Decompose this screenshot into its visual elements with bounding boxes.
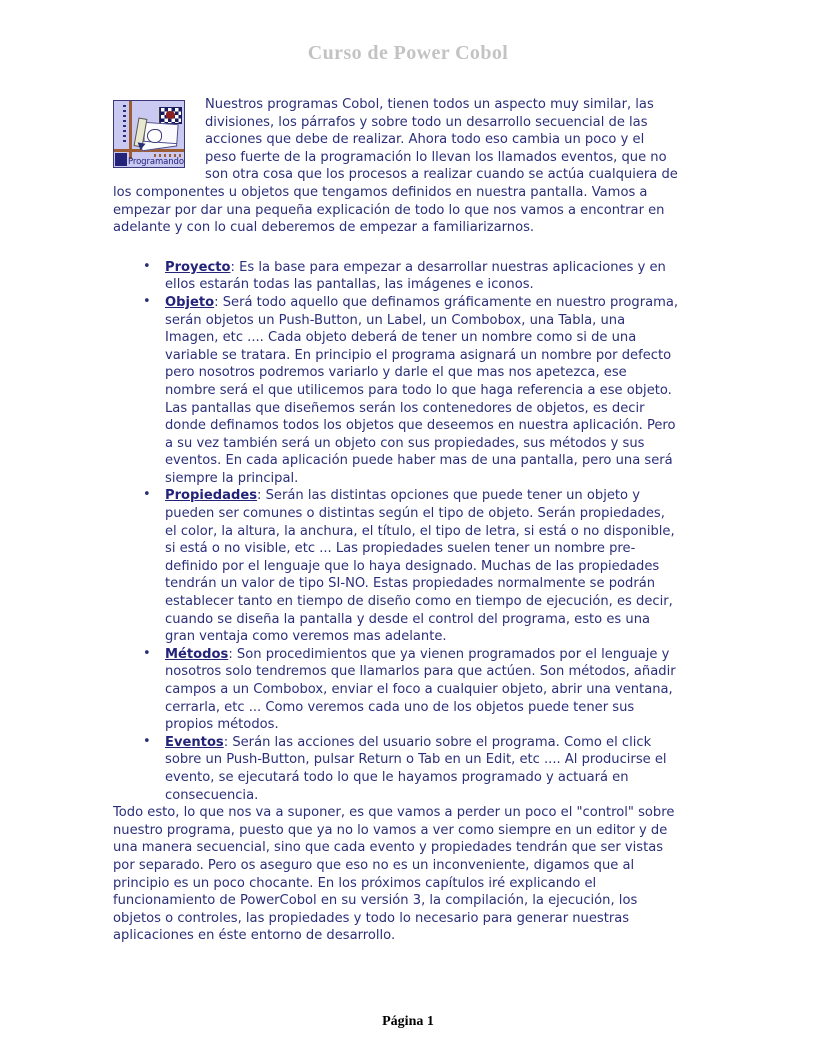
term-separator: : <box>214 294 223 310</box>
list-item <box>165 734 679 804</box>
logo-caption: Programando <box>128 157 184 167</box>
term-definition: Será todo aquello que definamos gráficamente en nuestro programa, serán objetos un Push-Button, un Label, un Combobox, una Tabla, una Imagen, etc .... Cada objeto deberá de tener un nombre como si de una variable se tratara. En principio el programa asignará un nombre por defecto pero nosotros podremos variarlo y darle el que mas nos apetezca, ese nombre será el que utilicemos para todo lo que haga referencia a ese objeto. Las pantallas que diseñemos serán los contenedores de objetos, es decir donde definamos todos los objetos que deseemos en nuestra aplicación. Pero a su vez también será un objeto con sus propiedades, sus métodos y sus eventos. En cada aplicación puede haber mas de una pantalla, pero una será siempre la principal. <box>165 294 679 486</box>
page-footer: Página 1 <box>382 1014 434 1029</box>
pencil-tip-icon <box>136 142 145 150</box>
hand-icon <box>147 129 162 143</box>
term-separator: : <box>230 259 240 275</box>
programando-logo <box>113 100 187 170</box>
programando-icon <box>113 100 185 168</box>
list-item <box>165 487 679 645</box>
term-separator: : <box>257 488 266 504</box>
list-item <box>165 646 679 734</box>
term-separator: : <box>228 646 237 662</box>
term-label: Propiedades <box>165 488 258 504</box>
term-definition: Serán las acciones del usuario sobre el programa. Como el click sobre un Push-Button, pulsar Return o Tab en un Edit, etc .... Al producirse el evento, se ejecutará todo lo que le hayamos programado y actuará en consecuencia. <box>165 734 667 803</box>
term-label: Eventos <box>165 734 224 750</box>
intro-paragraph: Nuestros programas Cobol, tienen todos un aspecto muy similar, las divisiones, los párrafos y sobre todo un desarrollo secuencial de las acciones que debe de realizar. Ahora todo eso cambia un poco y el peso fuerte de la programación lo llevan los llamados eventos, que no son otra cosa que los procesos a realizar cuando se actúa cualquiera de los componentes u objetos que tengamos definidos en nuestra pantalla. Vamos a empezar por dar una pequeña explicación de todo lo que nos vamos a encontrar en adelante y con lo cual deberemos de empezar a familiarizarnos. <box>113 97 678 236</box>
term-separator: : <box>223 734 233 750</box>
document-body <box>113 96 679 945</box>
term-label: Objeto <box>165 294 215 310</box>
terms-list <box>113 259 679 804</box>
dotted-guide-vertical-icon <box>123 105 126 143</box>
closing-paragraph: Todo esto, lo que nos va a suponer, es que vamos a perder un poco el "control" sobre nuestro programa, puesto que ya no lo vamos a ver como siempre en un editor y de una manera secuencial, sino que cada evento y propiedades tendrán que ser vistas por separado. Pero os aseguro que eso no es un inconveniente, digamos que al principio es un poco chocante. En los próximos capítulos iré explicando el funcionamiento de PowerCobol en su versión 3, la compilación, la ejecución, los objetos o controles, las propiedades y todo lo necesario para generar nuestras aplicaciones en éste entorno de desarrollo. <box>113 805 675 944</box>
term-definition: Son procedimientos que ya vienen programados por el lenguaje y nosotros solo tendremos que llamarlos para que actúen. Son métodos, añadir campos a un Combobox, enviar el foco a cualquier objeto, abrir una ventana, cerrarla, etc ... Como veremos cada uno de los objetos puede tener sus propios métodos. <box>165 646 676 733</box>
term-label: Métodos <box>165 646 229 662</box>
term-definition: Serán las distintas opciones que puede tener un objeto y pueden ser comunes o distintas según el tipo de objeto. Serán propiedades, el color, la altura, la anchura, el título, el tipo de letra, si está o no disponible, si está o no visible, etc ... Las propiedades suelen tener un nombre pre-definido por el lenguaje que lo haya designado. Muchas de las propiedades tendrán un valor de tipo SI-NO. Estas propiedades normalmente se podrán establecer tanto en tiempo de diseño como en tiempo de ejecución, es decir, cuando se diseña la pantalla y desde el control del programa, esto es una gran ventaja como veremos mas adelante. <box>165 488 675 645</box>
list-item <box>165 259 679 294</box>
list-item <box>165 294 679 488</box>
blue-square-icon <box>115 153 127 166</box>
term-definition: Es la base para empezar a desarrollar nuestras aplicaciones y en ellos estarán todas las pantallas, las imágenes e iconos. <box>165 259 666 293</box>
term-label: Proyecto <box>165 259 231 275</box>
flag-accent-icon <box>166 111 175 119</box>
page-title: Curso de Power Cobol <box>307 42 509 64</box>
